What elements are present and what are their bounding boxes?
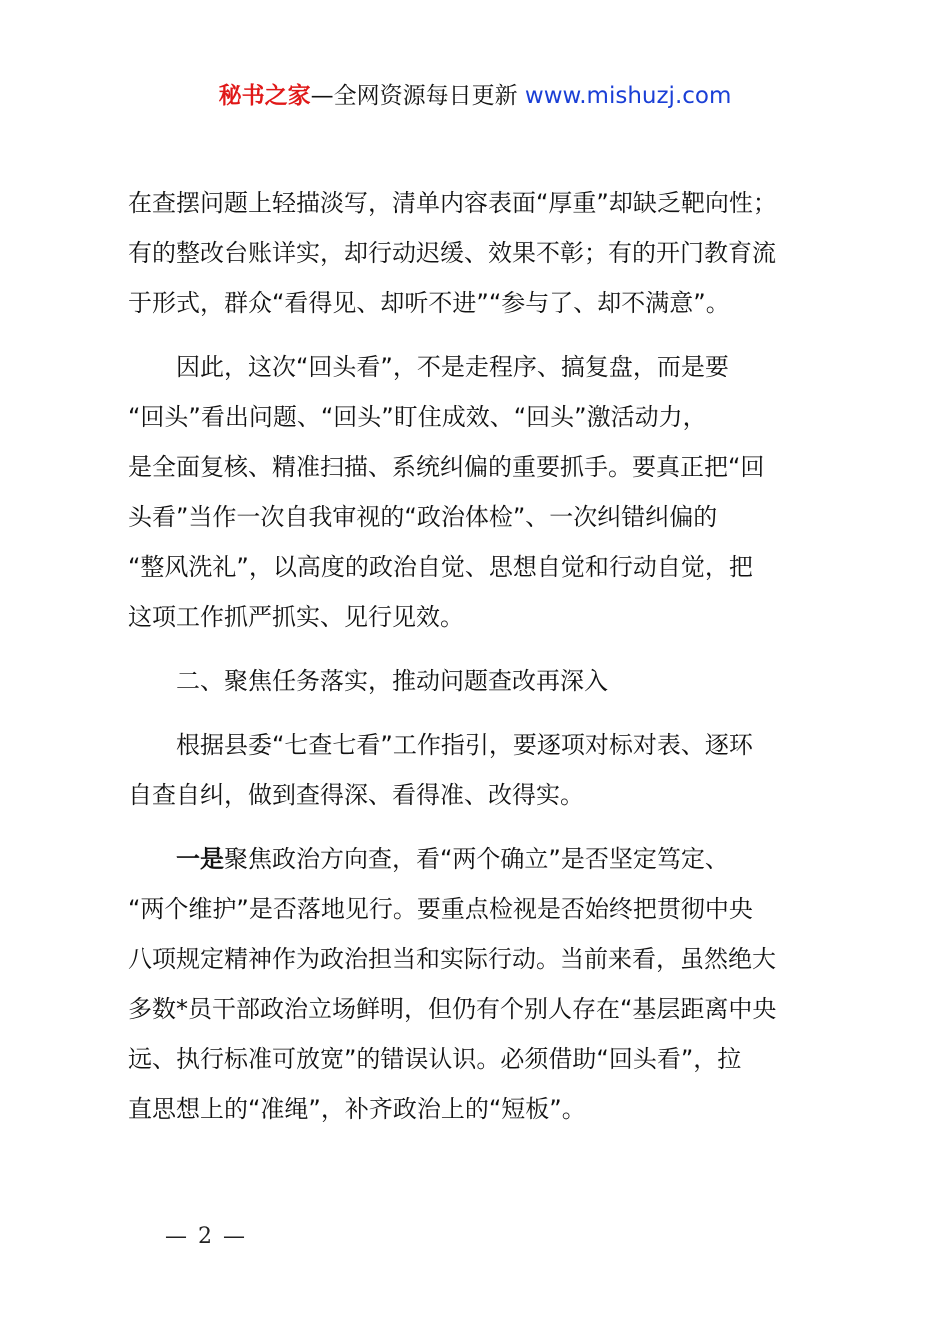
paragraph-1 [128,178,838,328]
text-line: “回头”看出问题、“回头”盯住成效、“回头”激活动力， [128,403,707,431]
text-line: 远、执行标准可放宽”的错误认识。必须借助“回头看”，拉 [128,1045,742,1073]
text-line: 头看”当作一次自我审视的“政治体检”、一次纠错纠偏的 [128,503,718,531]
site-url-link[interactable]: www.mishuzj.com [524,83,732,109]
text-line: 因此，这次“回头看”，不是走程序、搞复盘，而是要 [176,353,729,381]
text-line: 在查摆问题上轻描淡写，清单内容表面“厚重”却缺乏靶向性； [128,189,777,217]
paragraph-2 [128,342,838,642]
text-line: “整风洗礼”，以高度的政治自觉、思想自觉和行动自觉，把 [128,553,753,581]
brand-name: 秘书之家 [218,83,311,109]
paragraph-3 [128,720,838,820]
text-line [128,834,838,884]
text-line: 这项工作抓严抓实、见行见效。 [128,603,464,631]
text-line: “两个维护”是否落地见行。要重点检视是否始终把贯彻中央 [128,895,753,923]
text-line: 是全面复核、精准扫描、系统纠偏的重要抓手。要真正把“回 [128,453,765,481]
lead-term: 一是 [176,845,224,873]
text-line: 自查自纠，做到查得深、看得准、改得实。 [128,781,584,809]
paragraph-4 [128,834,838,1134]
text-line: 多数*员干部政治立场鲜明，但仍有个别人存在“基层距离中央 [128,995,777,1023]
text-line: 八项规定精神作为政治担当和实际行动。当前来看，虽然绝大 [128,945,776,973]
text-line: 有的整改台账详实，却行动迟缓、效果不彰；有的开门教育流 [128,239,776,267]
document-body [128,178,838,1134]
section-heading [128,656,838,706]
header-tagline: —全网资源每日更新 [310,83,525,109]
text-span: 聚焦政治方向查，看“两个确立”是否坚定笃定、 [224,845,729,873]
text-line: 根据县委“七查七看”工作指引，要逐项对标对表、逐环 [176,731,753,759]
page-number: — 2 — [165,1224,247,1249]
heading-line: 二、聚焦任务落实，推动问题查改再深入 [176,667,608,695]
text-line: 于形式，群众“看得见、却听不进”“参与了、却不满意”。 [128,289,730,317]
site-header [0,80,950,112]
text-line: 直思想上的“准绳”，补齐政治上的“短板”。 [128,1095,586,1123]
